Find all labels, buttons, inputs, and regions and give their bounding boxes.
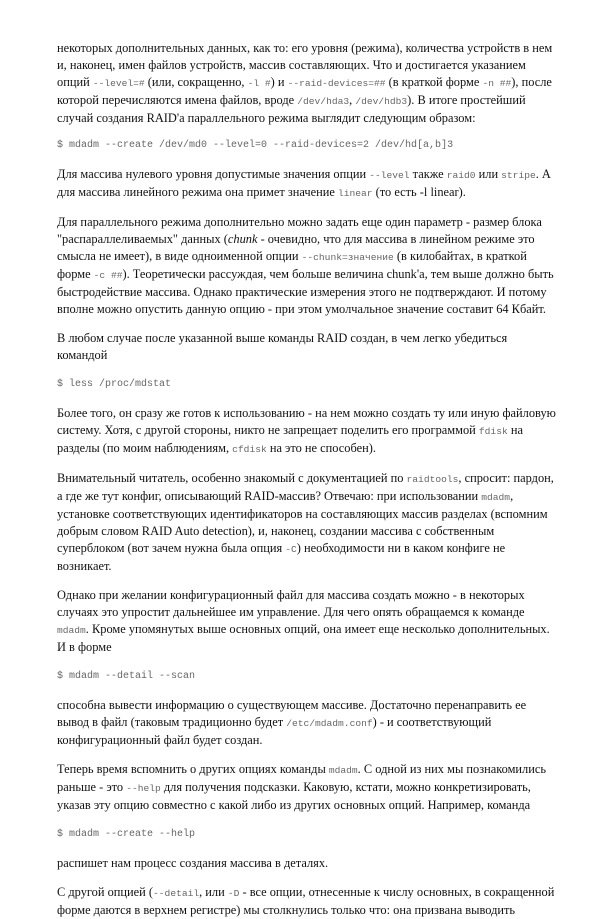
command-less-mdstat: $ less /proc/mdstat — [57, 379, 172, 390]
paragraph-level-values: Для массива нулевого уровня допустимые значения опции --level также raid0 или stripe. А для массива линейного режима она примет значение linear (то есть -l linear). — [57, 167, 551, 199]
code-hdb3: /dev/hdb3 — [355, 96, 408, 107]
emphasis-chunk: chunk — [227, 232, 258, 246]
code-n-option: -n ## — [482, 78, 512, 89]
paragraph-check-raid: В любом случае после указанной выше команды RAID создан, в чем легко убедиться командой — [57, 331, 508, 362]
code-detail-option: --detail — [153, 888, 200, 899]
code-raid-devices-option: --raid-devices=## — [287, 78, 386, 89]
code-mdadm: mdadm — [57, 625, 86, 636]
code-raidtools: raidtools — [406, 474, 459, 485]
command-mdadm-detail-scan: $ mdadm --detail --scan — [57, 671, 196, 682]
code-mdadm: mdadm — [481, 492, 511, 503]
paragraph-other-options: Теперь время вспомнить о других опциях команды mdadm. С одной из них мы познакомились раньше - это --help для получения подсказки. Каковую, кстати, можно конкретизировать, указав эту опцию совместно с какой либо из других основных опций. Например, команда — [57, 762, 547, 812]
paragraph-raid-options: некоторых дополнительных данных, как то: его уровня (режима), количества устройств в нем и, наконец, имен файлов устройств, массив составляющих. Что и достигается указанием опций --level=# (или, сокращенно, -l #) и --raid-devices=## (в краткой форме -n ##), после которой перечисляются имена файлов, вроде /dev/hda3, /dev/hdb3). В итоге простейший случай создания RAID'а параллельного режима выглядит следующим образом: — [57, 41, 553, 125]
code-mdadm-conf: /etc/mdadm.conf — [286, 718, 373, 729]
paragraph-chunk-size: Для параллельного режима дополнительно можно задать еще один параметр - размер блока "распараллеливаемых" данных (chunk - очевидно, что для массива в линейном режиме это смысла не имеет), в виде одноименной опции --chunk=значение (в килобайтах, в краткой форме -c ##). Теоретически рассуждая, чем больше величина chunk'a, тем выше должно быть быстродействие массива. Однако практические измерения этого не подтверждают. И потому вполне можно опустить данную опцию - при этом умолчальное значение составит 64 Кбайт. — [57, 215, 554, 316]
code-l-option: -l # — [247, 78, 271, 89]
code-raid0: raid0 — [446, 170, 476, 181]
code-chunk-option: --chunk=значение — [301, 252, 394, 263]
code-fdisk: fdisk — [478, 426, 508, 437]
code-help-option: --help — [126, 783, 161, 794]
code-linear: linear — [338, 188, 373, 199]
code-mdadm: mdadm — [328, 765, 358, 776]
command-mdadm-create: $ mdadm --create /dev/md0 --level=0 --raid-devices=2 /dev/hd[a,b]3 — [57, 140, 454, 151]
code-D-option: -D — [227, 888, 240, 899]
paragraph-redirect-output: способна вывести информацию о существующем массиве. Достаточно перенаправить ее вывод в файл (таковым традиционно будет /etc/mdadm.conf) - и соответствующий конфигурационный файл будет создан. — [57, 698, 527, 747]
document-page — [57, 40, 557, 919]
paragraph-detail-option: С другой опцией (--detail, или -D - все опции, отнесенные к числу основных, в сокращенной форме даются в верхнем регистре) мы столкнулись только что: она призвана выводить — [57, 885, 555, 917]
code-C-option: -C — [285, 544, 297, 555]
code-c-option: -c ## — [93, 270, 123, 281]
paragraph-config-question: Внимательный читатель, особенно знакомый с документацией по raidtools, спросит: пардон, а где же тут конфиг, описывающий RAID-массив? Отвечаю: при использовании mdadm, установке соответствующих идентификаторов на составляющих массив разделах (вспомним добрым словом RAID Auto detection), и, наконец, создании массива с собственным суперблоком (вот зачем нужна была опция -C) необходимости ни в каком конфиге не возникает. — [57, 471, 554, 573]
code-hda3: /dev/hda3 — [297, 96, 350, 107]
code-level-option: --level=# — [92, 78, 145, 89]
paragraph-create-details: распишет нам процесс создания массива в деталях. — [57, 856, 329, 870]
code-cfdisk: cfdisk — [232, 444, 267, 455]
paragraph-filesystem: Более того, он сразу же готов к использованию - на нем можно создать ту или иную файловую систему. Хотя, с другой стороны, никто не запрещает поделить его программой fdisk на разделы (по моим наблюдениям, cfdisk на это не способен). — [57, 406, 556, 455]
paragraph-config-file: Однако при желании конфигурационный файл для массива создать можно - в некоторых случаях это упростит дальнейшее им управление. Для чего опять обращаемся к команде mdadm. Кроме упомянутых выше основных опций, она имеет еще несколько дополнительных. И в форме — [57, 588, 550, 654]
command-mdadm-create-help: $ mdadm --create --help — [57, 829, 196, 840]
code-level: --level — [369, 170, 410, 181]
code-stripe: stripe — [501, 170, 536, 181]
